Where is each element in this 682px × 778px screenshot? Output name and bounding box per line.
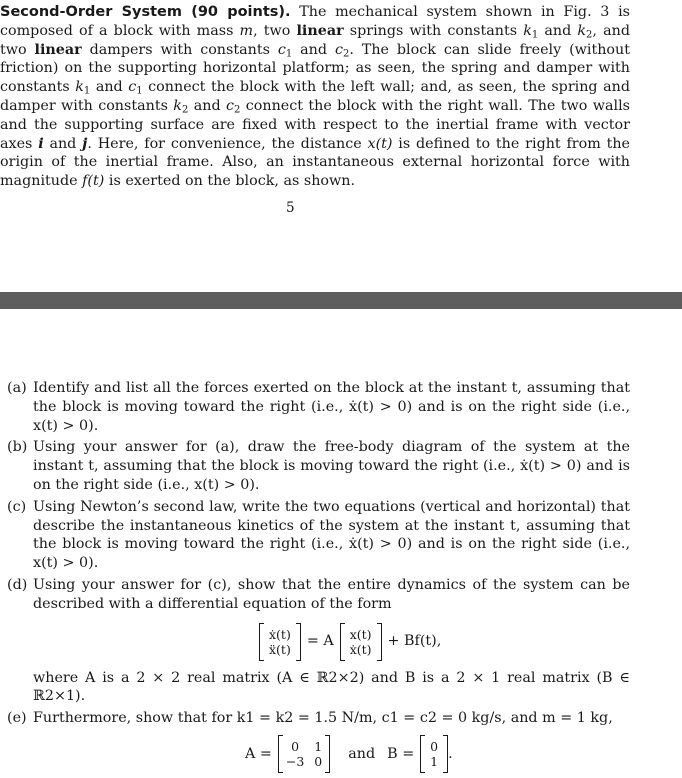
input-term: + Bf(t), xyxy=(387,633,442,650)
question-list xyxy=(0,379,630,778)
rhs-vector: x(t) ẋ(t) xyxy=(340,623,382,661)
question-label: (c) xyxy=(7,498,27,515)
question-text: Using your answer for (a), draw the free-body diagram of the system at the instant t, assuming that the block is moving toward the right (i.e., ẋ(t) > 0) and is on the right side (i.e., x(t) > 0). xyxy=(33,439,630,493)
page-separator xyxy=(0,292,682,309)
page-top xyxy=(0,0,682,292)
lhs-vector: ẋ(t) ẍ(t) xyxy=(259,623,301,661)
problem-title: Second-Order System (90 points). xyxy=(0,4,291,20)
matrix-definition: where A is a 2 × 2 real matrix (A ∈ ℝ2×2) and B is a 2 × 1 real matrix (B ∈ ℝ2×1). xyxy=(33,669,630,705)
problem-statement: Second-Order System (90 points). The mechanical system shown in Fig. 3 is composed of a block with mass m, two linear springs with constants $k_1$ and $k_2$, and two linear dampers with constants $c_1$ and $c_2$. The block can slide freely (without friction) on the supporting horizontal platform; as seen, the spring and damper with constants $k_1$ and $c_1$ connect the block with the left wall; and, as seen, the spring and damper with constants $k_2$ and $c_2$ connect the block with the right wall. The two walls and the supporting surface are fixed with respect to the inertial frame with vector axes i and j. Here, for convenience, the distance x(t) is defined to the right from the origin of the inertial frame. Also, an instantaneous external horizontal force with magnitude f(t) is exerted on the block, as shown. xyxy=(0,4,631,190)
page-number: 5 xyxy=(286,200,295,216)
question-label: (a) xyxy=(7,380,27,396)
question-b xyxy=(0,438,630,494)
question-label: (b) xyxy=(7,439,28,456)
question-d xyxy=(0,576,630,706)
question-text: Furthermore, show that for k1 = k2 = 1.5 N/m, c1 = c2 = 0 kg/s, and m = 1 kg, xyxy=(33,710,613,727)
matrix-values-equation: A = 0 1 −3 0 and B = 0 1 . xyxy=(33,733,630,775)
b-matrix: 0 1 xyxy=(420,735,448,773)
a-matrix: 0 1 −3 0 xyxy=(278,735,330,773)
question-text: Using your answer for (c), show that the entire dynamics of the system can be described with a differential equation of the form xyxy=(33,576,630,612)
question-text: Using Newton’s second law, write the two equations (vertical and horizontal) that describe the instantaneous kinetics of the system at the instant t, assuming that the block is moving toward the right (i.e., ẋ(t) > 0) and is on the right side (i.e., x(t) > 0). xyxy=(33,498,630,572)
question-label: (d) xyxy=(7,576,28,593)
question-a xyxy=(0,379,630,435)
and-word: and xyxy=(348,745,376,762)
question-label: (e) xyxy=(7,710,27,727)
a-label: A = xyxy=(245,745,272,762)
question-e xyxy=(0,709,630,775)
b-label: B = xyxy=(387,745,415,762)
question-c xyxy=(0,498,630,573)
question-text: Identify and list all the forces exerted on the block at the instant t, assuming that the block is moving toward the right (i.e., ẋ(t) > 0) and is on the right side (i.e., x(t) > 0). xyxy=(33,380,630,434)
state-space-equation xyxy=(33,620,630,664)
equals-a: = A xyxy=(306,633,334,650)
